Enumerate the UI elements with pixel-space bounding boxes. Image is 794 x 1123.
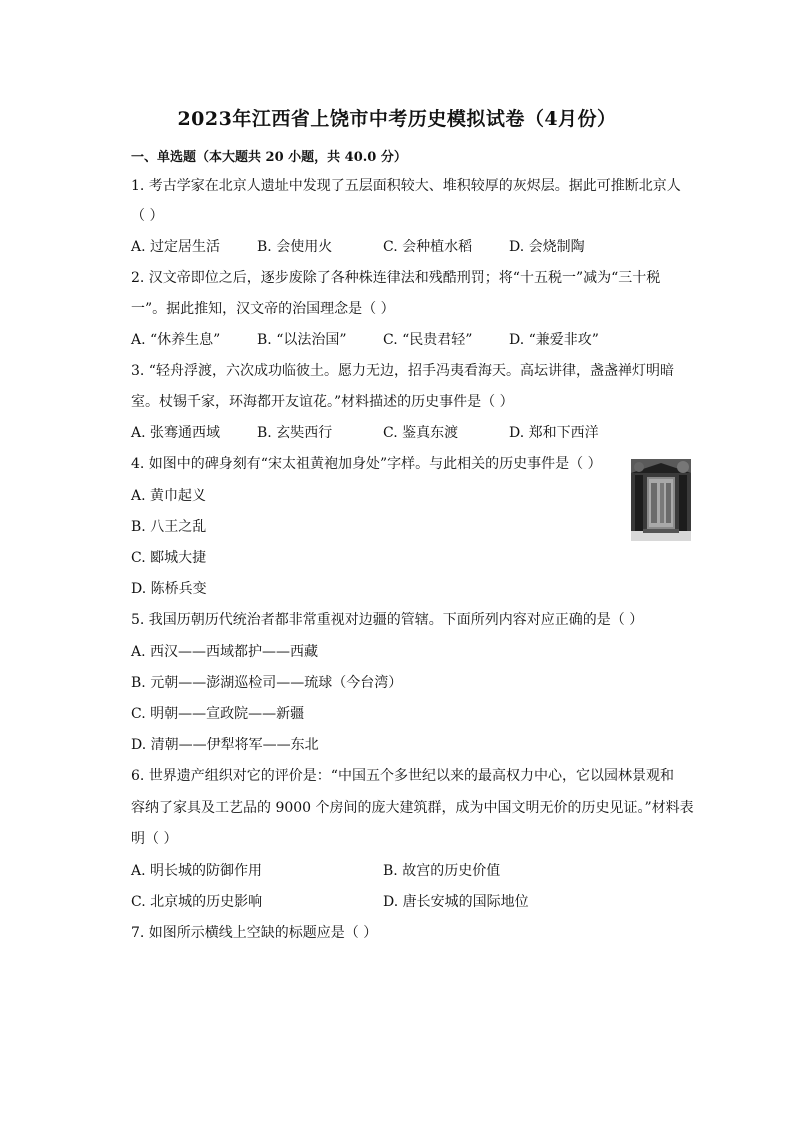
q2-stem-line2: 一”。据此推知，汉文帝的治国理念是（ ） — [131, 301, 395, 317]
q4-option-a: A. 黄巾起义 — [131, 488, 207, 504]
q4-option-b: B. 八王之乱 — [131, 519, 207, 535]
q5-option-c: C. 明朝——宣政院——新疆 — [131, 706, 305, 722]
q3-stem-line2: 室。杖锡千家，环海都开友谊花。”材料描述的历史事件是（ ） — [131, 394, 514, 410]
stele-photo-image — [631, 459, 691, 541]
q1-stem-line1: 1. 考古学家在北京人遗址中发现了五层面积较大、堆积较厚的灰烬层。据此可推断北京人 — [131, 178, 681, 194]
q3-option-c: C. 鉴真东渡 — [383, 425, 459, 441]
q6-option-c: C. 北京城的历史影响 — [131, 894, 263, 910]
q5-option-d: D. 清朝——伊犁将军——东北 — [131, 737, 319, 753]
q1-option-a: A. 过定居生活 — [131, 239, 221, 255]
q3-option-d: D. 郑和下西洋 — [509, 425, 599, 441]
q2-option-c: C. “民贵君轻” — [383, 332, 473, 348]
q3-option-b: B. 玄奘西行 — [257, 425, 333, 441]
q2-stem-line1: 2. 汉文帝即位之后，逐步废除了各种株连律法和残酷刑罚；将“十五税一”减为“三十税 — [131, 270, 661, 286]
section-heading: 一、单选题（本大题共 20 小题，共 40.0 分） — [131, 150, 407, 165]
q2-option-d: D. “兼爱非攻” — [509, 332, 599, 348]
stele-photo — [631, 459, 691, 541]
q1-option-d: D. 会烧制陶 — [509, 239, 585, 255]
q6-stem-line3: 明（ ） — [131, 831, 178, 847]
q6-stem-line2: 容纳了家具及工艺品的 9000 个房间的庞大建筑群，成为中国文明无价的历史见证。”材料表 — [131, 800, 694, 816]
q1-stem-line2: （ ） — [131, 208, 164, 224]
q4-option-d: D. 陈桥兵变 — [131, 581, 207, 597]
q4-stem-line1: 4. 如图中的碑身刻有“宋太祖黄袍加身处”字样。与此相关的历史事件是（ ） — [131, 456, 602, 472]
q5-option-a: A. 西汉——西域都护——西藏 — [131, 644, 319, 660]
q4-option-c: C. 郾城大捷 — [131, 550, 207, 566]
q2-option-a: A. “休养生息” — [131, 332, 221, 348]
q1-option-c: C. 会种植水稻 — [383, 239, 473, 255]
page-title: 2023年江西省上饶市中考历史模拟试卷（4月份） — [177, 108, 617, 130]
q3-stem-line1: 3. “轻舟浮渡，六次成功临彼土。愿力无边，招手冯夷看海天。高坛讲律，盏盏禅灯明暗 — [131, 363, 674, 379]
q6-stem-line1: 6. 世界遗产组织对它的评价是：“中国五个多世纪以来的最高权力中心，它以园林景观和 — [131, 768, 674, 784]
q6-option-a: A. 明长城的防御作用 — [131, 863, 263, 879]
q7-stem-line1: 7. 如图所示横线上空缺的标题应是（ ） — [131, 925, 378, 941]
q5-option-b: B. 元朝——澎湖巡检司——琉球（今台湾） — [131, 675, 403, 691]
q1-option-b: B. 会使用火 — [257, 239, 333, 255]
q6-option-b: B. 故宫的历史价值 — [383, 863, 501, 879]
q5-stem-line1: 5. 我国历朝历代统治者都非常重视对边疆的管辖。下面所列内容对应正确的是（ ） — [131, 612, 644, 628]
q6-option-d: D. 唐长安城的国际地位 — [383, 894, 529, 910]
q3-option-a: A. 张骞通西域 — [131, 425, 221, 441]
q2-option-b: B. “以法治国” — [257, 332, 347, 348]
